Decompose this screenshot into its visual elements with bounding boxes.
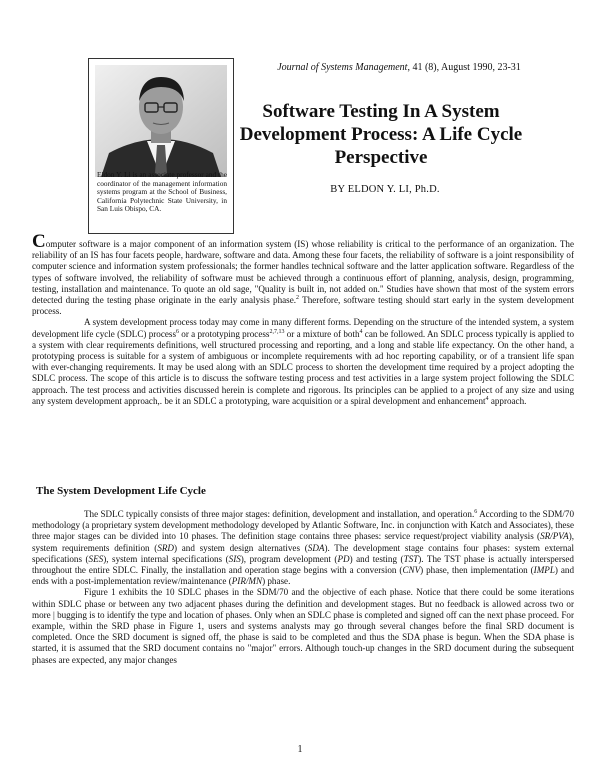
author-photo bbox=[95, 65, 227, 177]
section-text bbox=[32, 509, 574, 666]
intro-text bbox=[32, 231, 575, 407]
author-byline: BY ELDON Y. LI, Ph.D. bbox=[330, 184, 440, 195]
photo-caption: Eldon Y. Li is an associate professor and the coordinator of the management information systems program at the School of Business, California Polytechnic State University, in San Luis Obispo, CA. bbox=[97, 170, 227, 214]
paragraph-1: Computer software is a major component of an information system (IS) whose reliability is critical to the performance of an organization. The reliability of an IS has four facets people, hardware, software and data. Among these four facets, the reliability of software is a joint responsibility of computer science and information system professionals; the former handles technical software and the latter application software. Regardless of the types of software involved, the reliability of software must be achieved through a continuous effort of planning, analysis, design, programming, testing, installation and maintenance. To quote an old sage, "Quality is built in, not added on." Studies have shown that most of the system errors detected during the testing phase originate in the early analysis phase.$^2$ Therefore, software testing should start early in the system development process. bbox=[32, 231, 574, 317]
paragraph-4: Figure 1 exhibits the 10 SDLC phases in the SDM/70 and the objective of each phase. Notice that there could be some iterations within SDLC phase or between any two adjacent phases during the definition and development stages. But no feedback is allowed across two or more | bugging is to identify the type and location of phases. Only when an SDLC phase is completed and signed off can the next phase proceed. For example, within the SRD phase in Figure 1, users and systems analysts may go through several changes before the final SRD document is completed. Once the SRD document is signed off, the phase is said to be completed and thus the SDA phase is begun. When the SDA phase is started, it is assumed that the SRD document contains no "major" errors. Although touch-up changes in the SRD document during the subsequent phases are expected, any major changes bbox=[32, 587, 574, 665]
paragraph-3: The SDLC typically consists of three major stages: definition, development and installation, and operation.$^6$ According to the SDM/70 methodology (a proprietary system development methodology developed by Atlantic Software, Inc. in conjunction with Katch and Associates), these three major stages can be divided into 10 phases. The definition stage contains three phases: service request/project viability analysis (SR/PVA), system requirements definition (SRD) and system design alternatives (SDA). The development stage contains four phases: system external specifications (SES), system internal specifications (SIS), program development (PD) and testing (TST). The TST phase is actually interspersed throughout the entire SDLC. Finally, the installation and operation stage begins with a conversion (CNV) phase, then implementation (IMPL) and ends with a post-implementation review/maintenance (PIR/MN) phase. bbox=[32, 508, 574, 587]
paragraph-2: A system development process today may come in many different forms. Depending on the structure of the intended system, a system development life cycle (SDLC) process$^6$ or a prototyping process$^{2,7,13}$ or a mixture of both$^4$ can be followed. An SDLC process typically is applied to a system with clear requirements definitions, well structured processing and reporting, and a long and stable life expectancy. On the other hand, a prototyping process is suitable for a system of ambiguous or incomplete requirements with ad hoc reporting capability, or of a transient life span with ever-changing requirements. It may be used along with an SDLC process to shorten the development time required by a project adopting the SDLC process. The scope of this article is to discuss the software testing process and test activities in a large system project following the SDLC approach. The test process and activities discussed herein is complete and rigorous. Its principles can be applied to a project of any size and using any system development approach,. be it an SDLC a prototyping, ware acquisition or a spiral development and enhancement$^4$ approach. bbox=[32, 317, 575, 406]
author-photo-box bbox=[88, 58, 234, 234]
journal-citation: Journal of Systems Management, 41 (8), August 1990, 23-31 bbox=[277, 62, 521, 73]
page-number: 1 bbox=[297, 744, 303, 755]
section-heading: The System Development Life Cycle bbox=[36, 485, 206, 497]
paper-title: Software Testing In A System Development Process: A Life Cycle Perspective bbox=[239, 101, 523, 168]
